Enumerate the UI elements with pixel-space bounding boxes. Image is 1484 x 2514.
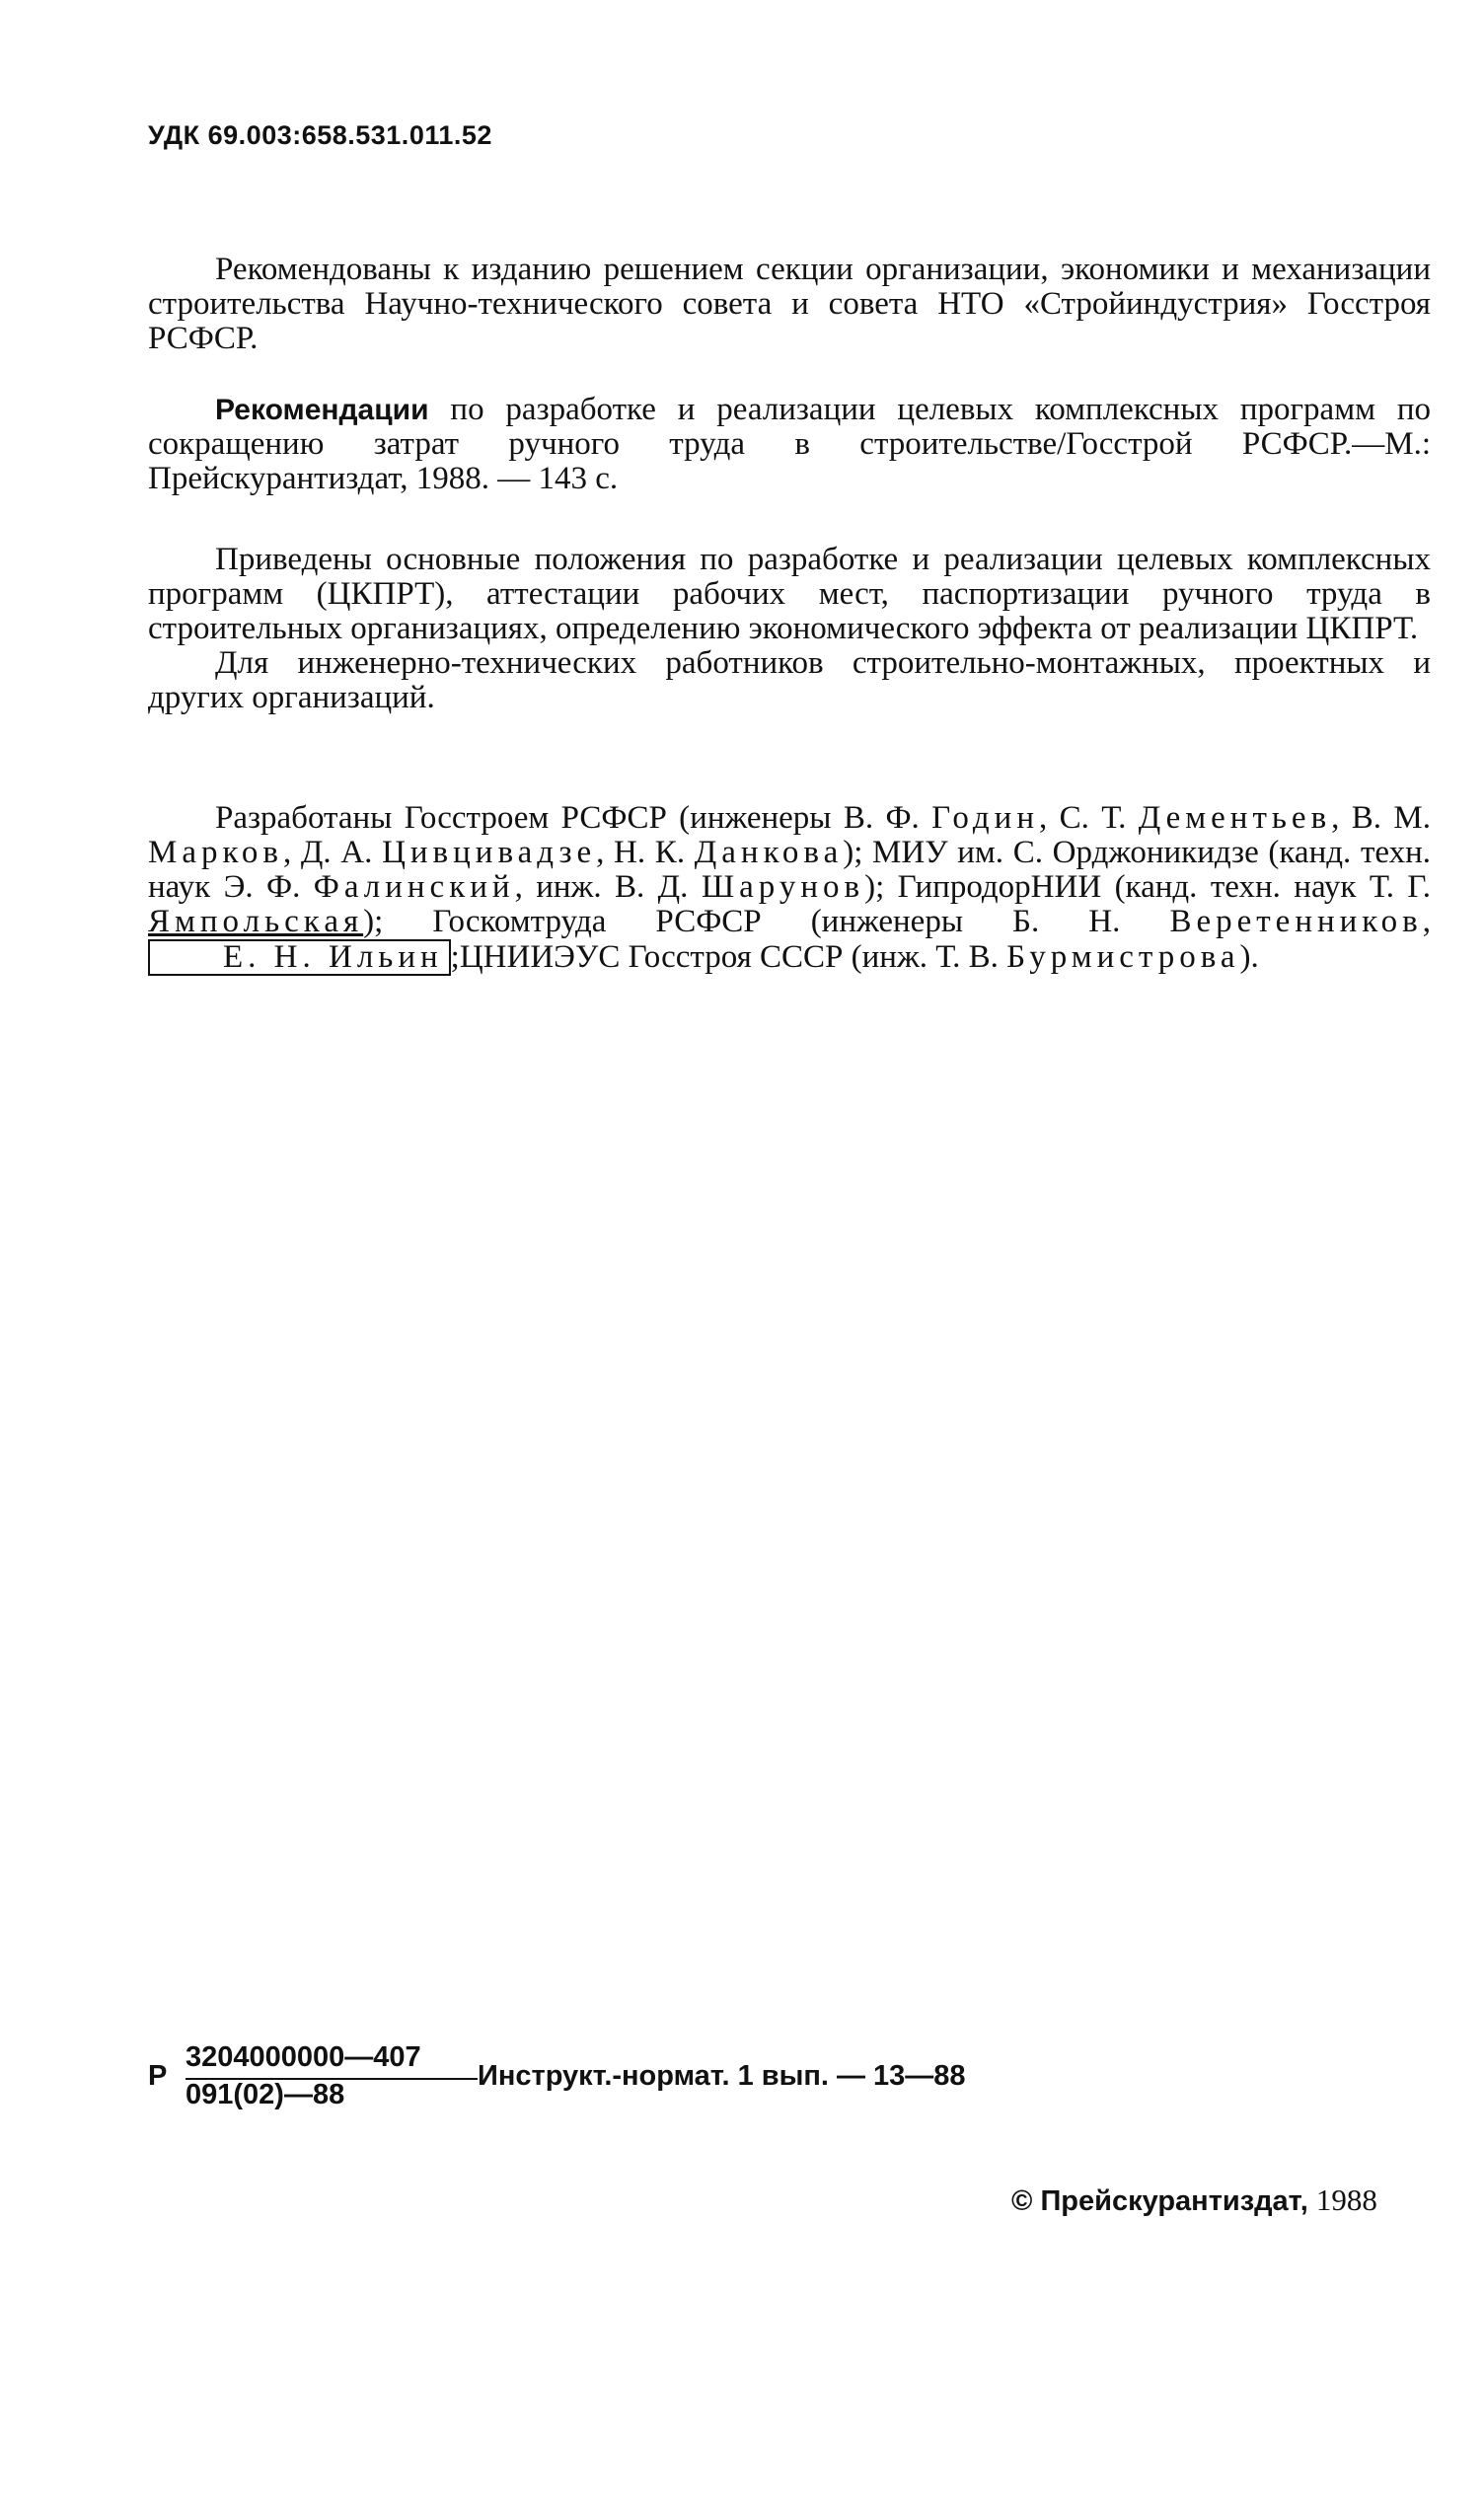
developers-paragraph [148, 801, 1431, 976]
bibliographic-paragraph [148, 393, 1431, 496]
author-name: Фалинский [313, 869, 515, 905]
index-numerator: 3204000000—407 [186, 2041, 421, 2073]
index-denominator: 091(02)—88 [186, 2079, 345, 2110]
copyright-line [1011, 2182, 1377, 2218]
index-fraction [186, 2038, 482, 2113]
author-name-underlined: Ямпольская [148, 904, 364, 939]
annotation [148, 543, 1431, 715]
author-name: Шарунов [701, 869, 865, 905]
bibliographic-entry [148, 393, 1431, 496]
credit-text: , Н. К. [596, 835, 695, 870]
fraction-rule [186, 2078, 478, 2080]
author-name: Бурмистрова [1006, 939, 1240, 975]
author-name: Данкова [694, 835, 844, 870]
credit-text: ). [1239, 939, 1259, 975]
boxed-author-name: Е. Н. Ильин [148, 939, 451, 976]
credit-text: ); МИУ им. С. Орджоникидзе (канд. техн. наук Э. Ф. [148, 835, 1431, 905]
annotation-paragraph-1: Приведены основные положения по разработке и реализации целевых комплексных программ (ЦКПРТ), аттестации рабочих мест, паспортизации ручного труда в строительных организациях, определению экономического эффекта от реализации ЦКПРТ. [148, 542, 1431, 646]
copyright-publisher: Прейскурантиздат, [1040, 2185, 1308, 2217]
recommendation-note [148, 253, 1431, 356]
author-name: Годин [931, 800, 1039, 836]
credit-text: , [1422, 904, 1431, 939]
credit-text: ); ГипродорНИИ (канд. техн. наук Т. Г. [864, 869, 1431, 905]
recommendation-text: Рекомендованы к изданию решением секции организации, экономики и механизации строительства Научно-технического совета и совета НТО «Стройиндустрия» Госстроя РСФСР. [148, 252, 1431, 356]
author-name: Марков [148, 835, 283, 870]
credit-text: , В. М. [1331, 800, 1431, 836]
credit-text: , инж. В. Д. [514, 869, 702, 905]
credit-text: Разработаны Госстроем РСФСР (инженеры В. Ф. [215, 800, 932, 836]
bibliographic-lead-word: Рекомендации [215, 394, 429, 426]
credit-text: , С. Т. [1039, 800, 1139, 836]
index-letter: Р [148, 2060, 168, 2092]
credit-text: ); Госкомтруда РСФСР (инженеры Б. Н. [363, 904, 1170, 939]
copyright-year: 1988 [1315, 2182, 1377, 2217]
credit-text: ;ЦНИИЭУС Госстроя СССР (инж. Т. В. [450, 939, 1007, 975]
bibliographic-rest: по разработке и реализации целевых комплексных программ по сокращению затрат ручного труда в строительстве/Госстрой РСФСР.—М.: Прейскурантиздат, 1988. — 143 с. [148, 392, 1431, 496]
developers-credits [148, 801, 1431, 976]
copyright-icon: © [1011, 2185, 1033, 2217]
author-name: Дементьев [1138, 800, 1332, 836]
author-name: Веретенников [1169, 904, 1423, 939]
udk-code: УДК 69.003:658.531.011.52 [148, 120, 492, 150]
annotation-paragraph-2: Для инженерно-технических работников строительно-монтажных, проектных и других организаций. [148, 645, 1431, 715]
index-tail: Инструкт.-нормат. 1 вып. — 13—88 [478, 2060, 966, 2092]
credit-text: , Д. А. [282, 835, 383, 870]
author-name: Цивцивадзе [382, 835, 597, 870]
